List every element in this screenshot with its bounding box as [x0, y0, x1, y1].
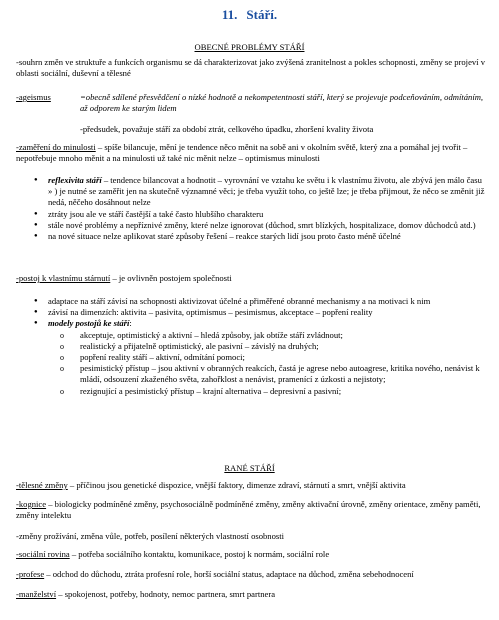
zamereni-text: – spíše bilancuje, mění je tendence něco měnit na sobě ani v okolním světě, který zna a pomáhal jej tvořit – nepotřebuje mnoho měnit a na minulosti už také nic měnit nelze – optimismus minulosti: [16, 142, 468, 164]
section2-item: -manželství – spokojenost, potřeby, hodnoty, nemoc partnera, smrt partnera: [16, 589, 276, 599]
title-number: 11.: [221, 7, 238, 22]
postoj-paragraph: [16, 273, 487, 284]
ageismus-term: -ageismus: [16, 92, 51, 102]
intro-paragraph: -souhrn změn ve struktuře a funkcích organismu se dá charakterizovat jako zvýšená zranitelnost a pokles schopnosti, změny se projeví v oblasti sociální, duševní a tělesné: [16, 57, 486, 79]
page-title: [0, 7, 499, 23]
list-item: ● reflexivita stáří – tendence bilancovat a hodnotit – vyrovnání ve vztahu ke světu i k vlastnímu životu, ale zbývá jen málo času » ) je nutné se zaměřit jen na skutečně významné věci; je třeba využít toho, co ještě lze; je třeba přijmout, že něco se změnit již nedá, něčeho dosáhnout nelze: [16, 175, 487, 209]
section2-item: -tělesné změny – příčinou jsou genetické dispozice, vnější faktory, dimenze zdraví, stárnutí a smrt, vnější aktivita: [16, 480, 406, 490]
section2-item: -změny prožívání, změna vůle, potřeb, posílení některých vlastností osobnosti: [16, 531, 285, 541]
postoj-text: – je ovlivněn postojem společnosti: [110, 273, 232, 283]
title-text: Stáří.: [246, 7, 278, 22]
section-heading-early-old-age: RANÉ STÁŘÍ: [224, 463, 275, 473]
list-item: o realistický a přijatelně optimistický, ale pasivní – závislý na druhých;: [48, 341, 487, 352]
ageismus-note: -předsudek, považuje stáří za období ztrát, celkového úpadku, zhoršení kvality života: [80, 124, 374, 134]
adaptation-list: [16, 296, 487, 397]
postoj-term: -postoj k vlastnímu stárnutí: [16, 273, 111, 283]
zamereni-paragraph: [16, 142, 487, 164]
reflexivity-list: [16, 175, 487, 242]
list-item: ● ztráty jsou ale ve stáří častější a také často hlubšího charakteru: [16, 209, 487, 220]
list-item: ● stále nové problémy a nepříznivé změny, které nelze ignorovat (důchod, smrt blízkých, hospitalizace, domov důchodců atd.): [16, 220, 487, 231]
zamereni-term: -zaměření do minulosti: [16, 142, 96, 152]
section-heading-general: OBECNÉ PROBLÉMY STÁŘÍ: [194, 42, 305, 52]
list-item: ● na nové situace nelze aplikovat staré způsoby řešení – reakce starých lidí jsou proto často méně účelné: [16, 231, 487, 242]
list-item: ● adaptace na stáří závisí na schopnosti aktivizovat účelné a přiměřené obranné mechanismy a na motivaci k nim: [16, 296, 487, 307]
section2-item: -profese – odchod do důchodu, ztráta profesní role, horší sociální status, adaptace na důchod, změna sebehodnocení: [16, 569, 414, 579]
ageismus-definition: =obecně sdílené přesvědčení o nízké hodnotě a nekompetentnosti stáří, který se projevuje podceňováním, odmítáním, až odporem ke starým lidem: [80, 92, 484, 114]
models-list: [48, 330, 487, 397]
list-item: ● závisí na dimenzích: aktivita – pasivita, optimismus – pesimismus, akceptace – popření reality: [16, 307, 487, 318]
list-item: o popření reality stáří – aktivní, odmítání pomoci;: [48, 352, 487, 363]
section2-item: -kognice – biologicky podmíněné změny, psychosociálně podmíněné změny, změny aktivační úrovně, změny orientace, změny paměti, změny intelektu: [16, 499, 481, 521]
list-item: o rezignující a pesimistický přístup – krajní alternativa – depresivní a pasivní;: [48, 386, 487, 397]
list-item: o akceptuje, optimistický a aktivní – hledá způsoby, jak obtíže stáří zvládnout;: [48, 330, 487, 341]
section2-item: -sociální rovina – potřeba sociálního kontaktu, komunikace, postoj k normám, sociální role: [16, 549, 330, 559]
list-item: o pesimistický přístup – jsou aktivní v obranných reakcích, častá je agrese nebo autoagrese, kritika nového, nenávist k mládí, odsouzení zkaženého světa, zahořklost a nenávist, pramenící z úzkosti a nejistoty;: [48, 363, 487, 385]
list-item: ● modely postojů ke stáří: o akceptuje, optimistický a aktivní – hledá způsoby, jak obtíže stáří zvládnout; o realistický a přijatelně optimistický, ale pasivní – závislý na druhých; o popření reality stáří – aktivní, odmítání pomoci; o pesimistický přístup – jsou aktivní v obranných reakcích, častá je agrese nebo autoagrese, kritika nového, nenávist k mládí, odsouzení zkaženého světa, zahořklost a nenávist, pramenící z úzkosti a nejistoty; o rezignující a pesimistický přístup – krajní alternativa – depresivní a pasivní;: [16, 318, 487, 396]
